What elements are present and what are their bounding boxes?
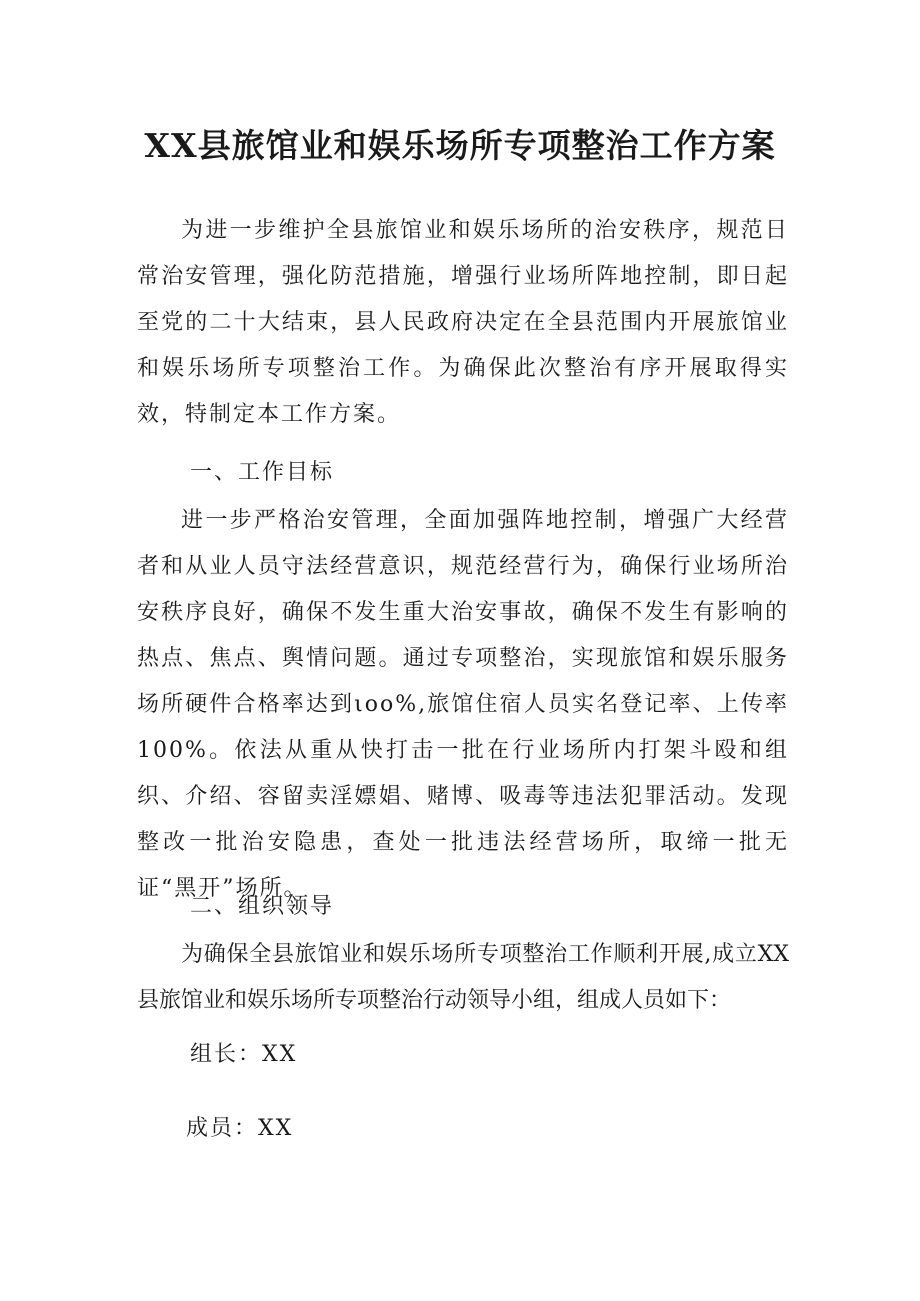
section-heading-goals: 一、工作目标 (190, 460, 335, 485)
goals-paragraph: 进一步严格治安管理，全面加强阵地控制，增强广大经营者和从业人员守法经营意识，规范经营行为，确保行业场所治安秩序良好，确保不发生重大治安事故，确保不发生有影响的热点、焦点、舆情问题。通过专项整治，实现旅馆和娱乐服务场所硬件合格率达到ιoo%,旅馆住宿人员实名登记率、上传率100%。依法从重从快打击一批在行业场所内打架斗殴和组织、介绍、容留卖淫嫖娼、赌博、吸毒等违法犯罪活动。发现整改一批治安隐患，查处一批违法经营场所，取缔一批无证“黑开”场所。 (137, 508, 789, 901)
document-title: XX县旅馆业和娱乐场所专项整治工作方案 (144, 126, 776, 165)
member-line: 成员：XX (186, 1116, 294, 1141)
leadership-paragraph: 为确保全县旅馆业和娱乐场所专项整治工作顺利开展,成立XX县旅馆业和娱乐场所专项整治行动领导小组，组成人员如下： (137, 942, 789, 1013)
section-heading-leadership: 二、组织领导 (190, 894, 335, 919)
leader-line: 组长：XX (190, 1042, 298, 1067)
intro-paragraph: 为进一步维护全县旅馆业和娱乐场所的治安秩序，规范日常治安管理，强化防范措施，增强行业场所阵地控制，即日起至党的二十大结束，县人民政府决定在全县范围内开展旅馆业和娱乐场所专项整治工作。为确保此次整治有序开展取得实效，特制定本工作方案。 (137, 218, 789, 427)
